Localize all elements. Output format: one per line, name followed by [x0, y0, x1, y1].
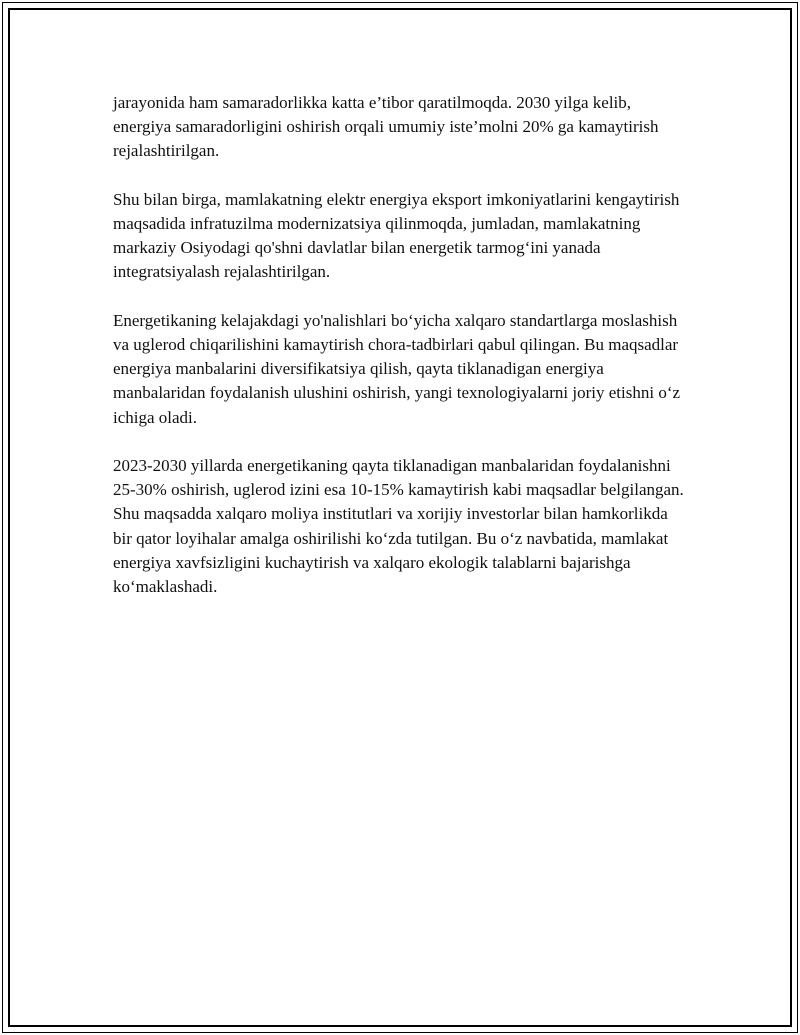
- paragraph-1: jarayonida ham samaradorlikka katta e’tibor qaratilmoqda. 2030 yilga kelib, energiya samaradorligini oshirish orqali umumiy iste’molni 20% ga kamaytirish rejalashtirilgan.: [113, 93, 659, 161]
- paragraph-2: Shu bilan birga, mamlakatning elektr energiya eksport imkoniyatlarini kengaytirish maqsadida infratuzilma modernizatsiya qilinmoqda, jumladan, mamlakatning markaziy Osiyodagi qo'shni davlatlar bilan energetik tarmog‘ini yanada integratsiyalash rejalashtirilgan.: [113, 189, 680, 282]
- document-body: [113, 91, 685, 623]
- document-page: [2, 2, 798, 1033]
- paragraph-3: Energetikaning kelajakdagi yo'nalishlari bo‘yicha xalqaro standartlarga moslashish va uglerod chiqarilishini kamaytirish chora-tadbirlari qabul qilingan. Bu maqsadlar energiya manbalarini diversifikatsiya qilish, qayta tiklanadigan energiya manbalaridan foydalanish ulushini oshirish, yangi texnologiyalarni joriy etishni o‘z ichiga oladi.: [113, 310, 681, 427]
- paragraph-4: 2023-2030 yillarda energetikaning qayta tiklanadigan manbalaridan foydalanishni 25-30% oshirish, uglerod izini esa 10-15% kamaytirish kabi maqsadlar belgilangan. Shu maqsadda xalqaro moliya institutlari va xorijiy investorlar bilan hamkorlikda bir qator loyihalar amalga oshirilishi ko‘zda tutilgan. Bu o‘z navbatida, mamlakat energiya xavfsizligini kuchaytirish va xalqaro ekologik talablarni bajarishga ko‘maklashadi.: [113, 456, 684, 597]
